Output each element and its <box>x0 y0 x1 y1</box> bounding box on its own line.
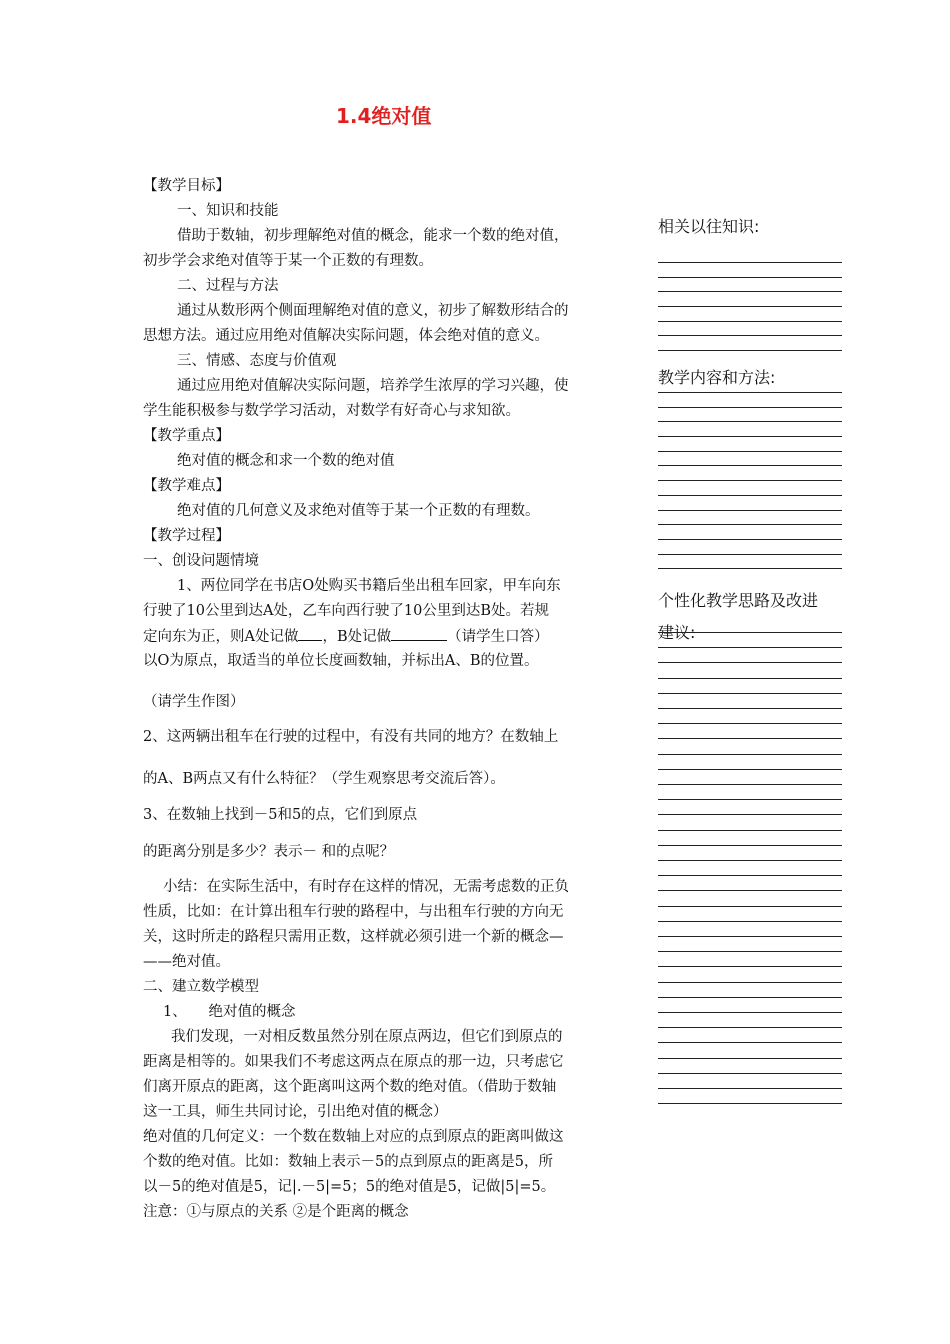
blank-text-2: ，B处记做 <box>322 629 392 645</box>
note-rule-line <box>658 524 842 525</box>
note-rule-line <box>658 335 842 336</box>
note-rule-line <box>658 662 842 663</box>
section-heading-process: 【教学过程】 <box>143 528 230 544</box>
note-rule-line <box>658 350 842 351</box>
note-rule-line <box>658 407 842 408</box>
note-rule-line <box>658 769 842 770</box>
note-rule-line <box>658 966 842 967</box>
paragraph-line: 初步学会求绝对值等于某一个正数的有理数。 <box>143 253 433 269</box>
note-rule-line <box>658 277 842 278</box>
side-heading-personal-ideas: 个性化教学思路及改进 <box>658 591 819 610</box>
note-rule-line <box>658 632 842 633</box>
answer-blank-a <box>298 626 322 641</box>
note-rule-line <box>658 568 842 569</box>
paragraph-line: 绝对值的几何意义及求绝对值等于某一个正数的有理数。 <box>177 503 540 519</box>
subheading-process: 二、过程与方法 <box>177 278 279 294</box>
note-rule-line <box>658 754 842 755</box>
paragraph-line: 以O为原点，取适当的单位长度画数轴，并标出A、B的位置。 <box>143 653 539 669</box>
note-rule-line <box>658 1073 842 1074</box>
note-rule-line <box>658 890 842 891</box>
note-rule-line <box>658 936 842 937</box>
paragraph-line: 以－5的绝对值是5，记|.－5|=5；5的绝对值是5，记做|5|=5。 <box>143 1179 556 1195</box>
paragraph-line: ——绝对值。 <box>143 954 230 970</box>
note-rule-line <box>658 678 842 679</box>
paragraph-line: 2、这两辆出租车在行驶的过程中，有没有共同的地方？在数轴上 <box>143 729 559 745</box>
paragraph-line: 距离是相等的。如果我们不考虑这两点在原点的那一边，只考虑它 <box>143 1054 564 1070</box>
note-rule-line <box>658 306 842 307</box>
note-rule-line <box>658 799 842 800</box>
note-rule-line <box>658 921 842 922</box>
note-rule-line <box>658 951 842 952</box>
note-rule-line <box>658 510 842 511</box>
side-heading-suggestions: 建议: <box>658 623 696 642</box>
paragraph-line: 行驶了10公里到达A处，乙车向西行驶了10公里到达B处。若规 <box>143 603 550 619</box>
note-rule-line <box>658 421 842 422</box>
note-rule-line <box>658 1042 842 1043</box>
note-rule-line <box>658 451 842 452</box>
paragraph-line: 通过从数形两个侧面理解绝对值的意义，初步了解数形结合的 <box>177 303 569 319</box>
blank-text-1: 定向东为正，则A处记做 <box>143 629 299 645</box>
note-rule-line <box>658 845 842 846</box>
note-rule-line <box>658 860 842 861</box>
note-rule-line <box>658 291 842 292</box>
note-rule-line <box>658 906 842 907</box>
note-rule-line <box>658 647 842 648</box>
note-rule-line <box>658 830 842 831</box>
paragraph-line: 1、两位同学在书店O处购买书籍后坐出租车回家，甲车向东 <box>177 578 561 594</box>
side-heading-prior-knowledge: 相关以往知识: <box>658 217 760 236</box>
section-heading-difficulty: 【教学难点】 <box>143 478 230 494</box>
note-rule-line <box>658 982 842 983</box>
paragraph-line: 学生能积极参与数学学习活动，对数学有好奇心与求知欲。 <box>143 403 520 419</box>
side-heading-content-method: 教学内容和方法: <box>658 368 776 387</box>
note-rule-line <box>658 814 842 815</box>
page-title: 1.4绝对值 <box>336 104 432 128</box>
subheading-model: 二、建立数学模型 <box>143 979 259 995</box>
paragraph-line: 们离开原点的距离，这个距离叫这两个数的绝对值。（借助于数轴 <box>143 1079 557 1095</box>
section-heading-focus: 【教学重点】 <box>143 428 230 444</box>
note-rule-line <box>658 554 842 555</box>
note-rule-line <box>658 784 842 785</box>
subheading-knowledge: 一、知识和技能 <box>177 203 279 219</box>
note-rule-line <box>658 1088 842 1089</box>
note-rule-line <box>658 738 842 739</box>
note-rule-line <box>658 392 842 393</box>
subheading-concept: 1、 绝对值的概念 <box>163 1004 296 1020</box>
answer-blank-b <box>391 626 447 641</box>
subheading-attitude: 三、情感、态度与价值观 <box>177 353 337 369</box>
note-rule-line <box>658 693 842 694</box>
subheading-situation: 一、创设问题情境 <box>143 553 259 569</box>
note-rule-line <box>658 1027 842 1028</box>
note-rule-line <box>658 723 842 724</box>
paragraph-line: 性质，比如：在计算出租车行驶的路程中，与出租车行驶的方向无 <box>143 904 564 920</box>
paragraph-line: 思想方法。通过应用绝对值解决实际问题，体会绝对值的意义。 <box>143 328 549 344</box>
paragraph-line: （请学生作图） <box>143 694 245 710</box>
note-rule-line <box>658 539 842 540</box>
note-rule-line <box>658 495 842 496</box>
summary-line: 小结：在实际生活中，有时存在这样的情况，无需考虑数的正负 <box>163 879 569 895</box>
paragraph-line: 通过应用绝对值解决实际问题，培养学生浓厚的学习兴趣，使 <box>177 378 569 394</box>
note-rule-line <box>658 1058 842 1059</box>
section-heading-objectives: 【教学目标】 <box>143 178 230 194</box>
paragraph-line: 的A、B两点又有什么特征？（学生观察思考交流后答）。 <box>143 771 505 787</box>
fill-blank-line <box>143 626 549 647</box>
paragraph-line: 个数的绝对值。比如：数轴上表示－5的点到原点的距离是5，所 <box>143 1154 553 1170</box>
note-rule-line <box>658 480 842 481</box>
paragraph-line: 的距离分别是多少？表示－ 和的点呢？ <box>143 844 395 860</box>
paragraph-line: 我们发现，一对相反数虽然分别在原点两边，但它们到原点的 <box>171 1029 563 1045</box>
paragraph-line: 这一工具，师生共同讨论，引出绝对值的概念） <box>143 1104 448 1120</box>
note-rule-line <box>658 875 842 876</box>
note-rule-line <box>658 321 842 322</box>
note-rule-line <box>658 1103 842 1104</box>
paragraph-line: 绝对值的概念和求一个数的绝对值 <box>177 453 395 469</box>
blank-text-3: （请学生口答） <box>447 629 549 645</box>
note-rule-line <box>658 262 842 263</box>
note-line: 注意：①与原点的关系 ②是个距离的概念 <box>143 1204 409 1220</box>
main-content <box>143 0 633 1344</box>
note-rule-line <box>658 1012 842 1013</box>
paragraph-line: 借助于数轴，初步理解绝对值的概念，能求一个数的绝对值， <box>177 228 569 244</box>
note-rule-line <box>658 436 842 437</box>
note-rule-line <box>658 465 842 466</box>
note-rule-line <box>658 997 842 998</box>
note-rule-line <box>658 708 842 709</box>
paragraph-line: 3、在数轴上找到－5和5的点，它们到原点 <box>143 807 418 823</box>
definition-line: 绝对值的几何定义：一个数在数轴上对应的点到原点的距离叫做这 <box>143 1129 564 1145</box>
paragraph-line: 关，这时所走的路程只需用正数，这样就必须引进一个新的概念— <box>143 929 564 945</box>
